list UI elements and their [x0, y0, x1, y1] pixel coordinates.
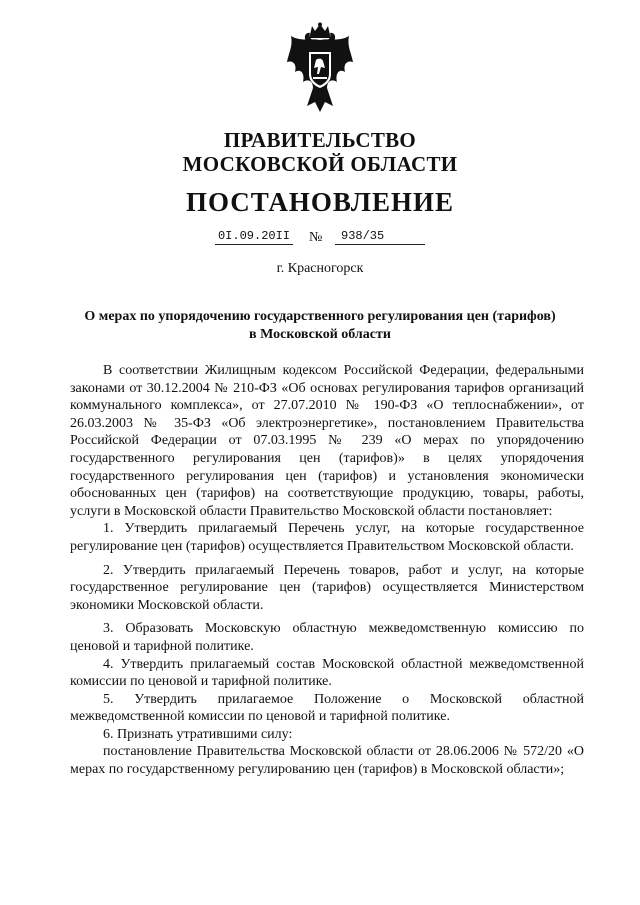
subject-line2: в Московской области	[249, 327, 391, 342]
clause-6-item: постановление Правительства Московской области от 28.06.2006 № 572/20 «О мерах по государственному регулированию цен (тарифов) в Московской области»;	[70, 744, 584, 778]
registration-number: 938/35	[335, 228, 425, 245]
clause-5: 5. Утвердить прилагаемое Положение о Московской областной межведомственной комиссии по ценовой и тарифной политике.	[70, 691, 584, 725]
registration-date: 0I.09.20II	[215, 228, 293, 245]
government-title	[0, 128, 640, 176]
clause-3: 3. Образовать Московскую областную межведомственную комиссию по ценовой и тарифной политике.	[70, 621, 584, 654]
coat-of-arms-icon	[283, 22, 357, 114]
document-type-heading: ПОСТАНОВЛЕНИЕ	[185, 187, 455, 217]
subject-line1: О мерах по упорядочению государственного регулирования цен (тарифов)	[84, 309, 556, 324]
number-sign: №	[309, 230, 323, 245]
document-body	[70, 362, 584, 779]
clause-6: 6. Признать утратившими силу:	[103, 726, 293, 742]
clause-1: 1. Утвердить прилагаемый Перечень услуг, на которые государственное регулирование цен (тарифов) осуществляется Правительством Московской области.	[70, 521, 584, 554]
registration-line	[215, 228, 435, 250]
government-title-line1: ПРАВИТЕЛЬСТВО	[223, 128, 417, 152]
city-line: г. Красногорск	[276, 261, 364, 276]
clause-2: 2. Утвердить прилагаемый Перечень товаров, работ и услуг, на которые государственное регулирование цен (тарифов) осуществляется Министерством экономики Московской области.	[70, 562, 584, 613]
clause-4: 4. Утвердить прилагаемый состав Московской областной межведомственной комиссии по ценовой и тарифной политике.	[70, 656, 584, 690]
document-subject	[60, 308, 580, 344]
preamble-paragraph: В соответствии Жилищным кодексом Российской Федерации, федеральными законами от 30.12.2004 № 210-ФЗ «Об основах регулирования тарифов организаций коммунального комплекса», от 27.07.2010 № 190-ФЗ «О теплоснабжении», от 26.03.2003 № 35-ФЗ «Об электроэнергетике», постановлением Правительства Российской Федерации от 07.03.1995 № 239 «О мерах по упорядочению государственного регулирования цен (тарифов)» в целях упорядочения государственного регулирования цен (тарифов) и установления экономически обоснованных цен (тарифов) на соответствующие продукцию, товары, работы, услуги в Московской области Правительство Московской области постановляет:	[70, 363, 584, 519]
government-title-line2: МОСКОВСКОЙ ОБЛАСТИ	[182, 152, 458, 176]
